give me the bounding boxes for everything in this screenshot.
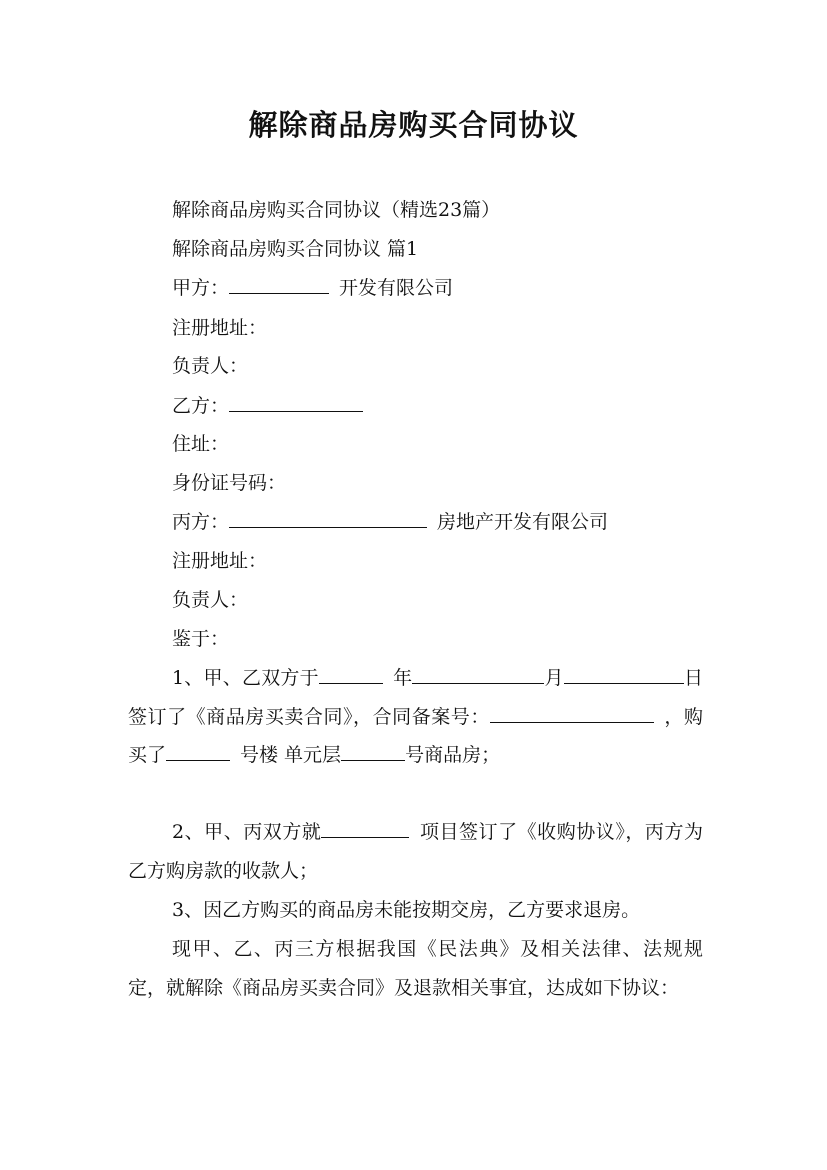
party-c-manager: 负责人： <box>172 589 249 611</box>
document-title: 解除商品房购买合同协议 <box>248 108 579 142</box>
clause-1-text-a: 1、甲、乙双方于 <box>172 667 319 689</box>
clause-1-text-c: 月 <box>544 667 564 689</box>
party-b-label: 乙方： <box>172 395 230 417</box>
party-c-line <box>172 504 792 540</box>
party-b-id-number: 身份证号码： <box>172 472 287 494</box>
clause-1 <box>128 659 703 775</box>
conclusion-paragraph: 现甲、乙、丙三方根据我国《民法典》及相关法律、法规规定，就解除《商品房买卖合同》及退款相关事宜，达成如下协议： <box>128 938 703 999</box>
party-b-address: 住址： <box>172 433 230 455</box>
clause-1-text-e: ，购买了 <box>128 705 703 766</box>
clause-3: 3、因乙方购买的商品房未能按期交房，乙方要求退房。 <box>172 899 641 921</box>
party-a-blank <box>229 273 329 294</box>
whereas-label: 鉴于： <box>172 628 230 650</box>
party-b-blank <box>229 391 363 412</box>
party-c-blank <box>229 507 427 528</box>
clause-1-text-d: 日签订了《商品房买卖合同》，合同备案号： <box>128 667 703 728</box>
party-a-suffix: 开发有限公司 <box>339 277 454 299</box>
clause-1-room-blank <box>341 740 405 761</box>
party-a-manager: 负责人： <box>172 355 249 377</box>
clause-1-text-b: 年 <box>392 667 413 689</box>
party-a-line <box>172 270 792 306</box>
clause-2-text-b: 项目签订了《收购协议》，丙方为乙方购房款的收款人； <box>128 821 703 882</box>
party-b-line <box>172 388 792 424</box>
clause-1-text-g: 号商品房； <box>405 744 501 766</box>
clause-1-year-blank <box>319 663 383 684</box>
subtitle-line: 解除商品房购买合同协议（精选23篇） <box>172 199 501 221</box>
clause-2-text-a: 2、甲、丙双方就 <box>172 821 322 843</box>
clause-2 <box>128 813 703 890</box>
section-heading: 解除商品房购买合同协议 篇1 <box>172 238 419 260</box>
party-a-label: 甲方： <box>172 277 230 299</box>
clause-1-day-blank <box>564 663 684 684</box>
clause-2-project-blank <box>321 817 409 838</box>
clause-1-building-blank <box>166 740 230 761</box>
party-c-label: 丙方： <box>172 511 230 533</box>
clause-1-text-f: 号楼 单元层 <box>240 744 342 766</box>
party-c-reg-address: 注册地址： <box>172 550 268 572</box>
clause-1-filing-blank <box>490 702 654 723</box>
party-c-suffix: 房地产开发有限公司 <box>437 511 609 533</box>
party-a-reg-address: 注册地址： <box>172 317 268 339</box>
clause-1-month-blank <box>412 663 544 684</box>
